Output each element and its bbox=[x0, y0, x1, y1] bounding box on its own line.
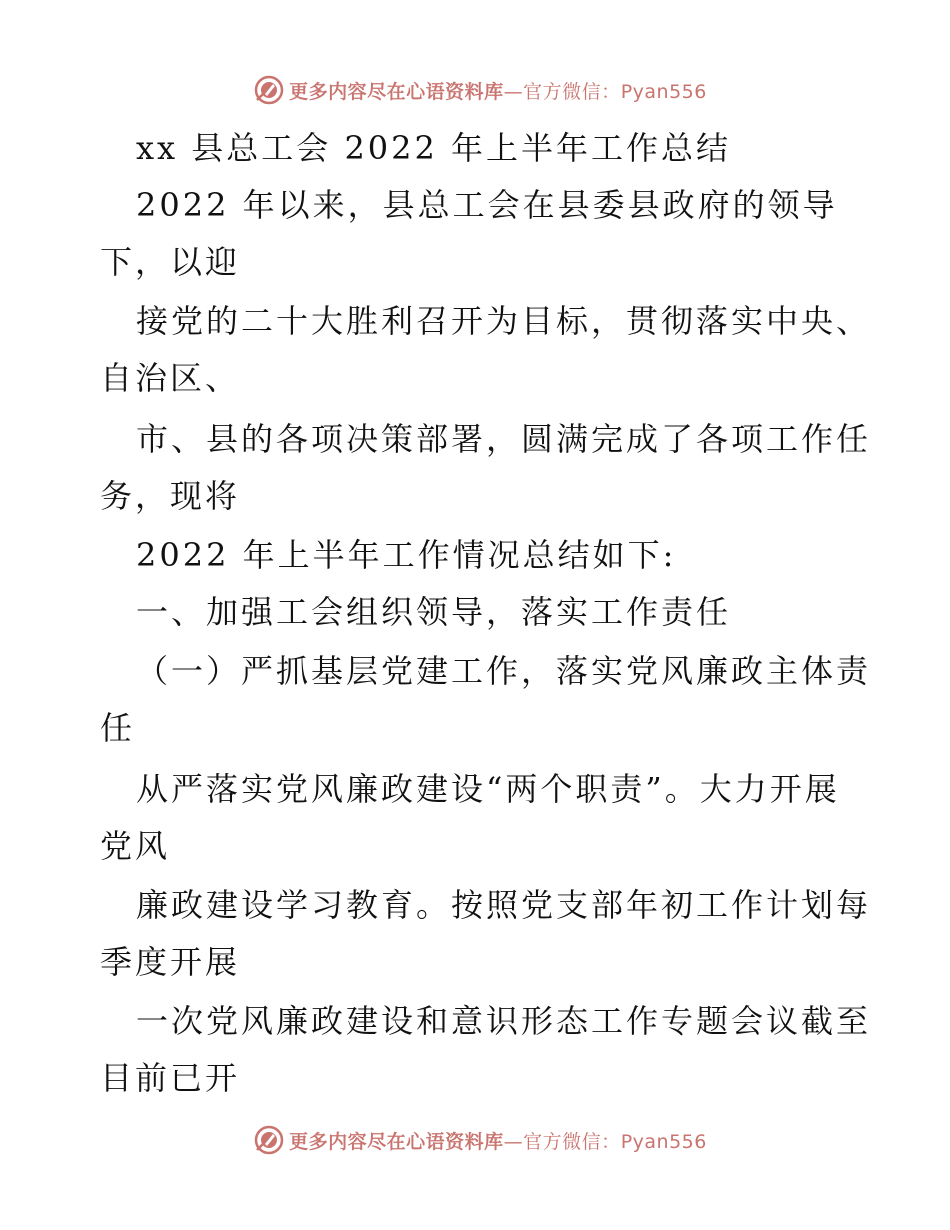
paragraph-line: 目前已开 bbox=[100, 1059, 241, 1097]
paragraph-line: 市、县的各项决策部署，圆满完成了各项工作任 bbox=[136, 420, 872, 458]
document-title: xx 县总工会 2022 年上半年工作总结 bbox=[136, 129, 732, 167]
watermark-separator: — bbox=[503, 80, 524, 103]
watermark-main-text: 更多内容尽在心语资料库 bbox=[289, 1130, 504, 1153]
watermark-text bbox=[289, 77, 707, 104]
paragraph-line: 务，现将 bbox=[100, 477, 241, 515]
subsection-heading: （一）严抓基层党建工作，落实党风廉政主体责 bbox=[136, 652, 872, 690]
paragraph-line: 2022 年上半年工作情况总结如下: bbox=[136, 536, 677, 574]
watermark-separator: — bbox=[503, 1130, 524, 1153]
paragraph-line: 2022 年以来，县总工会在县委县政府的领导 bbox=[136, 186, 838, 224]
section-heading: 一、加强工会组织领导，落实工作责任 bbox=[136, 593, 732, 631]
watermark-wechat-label: 官方微信： bbox=[523, 1130, 621, 1153]
paragraph-line: 从严落实党风廉政建设“两个职责”。大力开展 bbox=[136, 770, 840, 808]
watermark-text bbox=[289, 1127, 707, 1154]
pen-nib-logo-icon bbox=[253, 74, 285, 106]
footer-watermark bbox=[0, 1120, 950, 1160]
paragraph-line: 一次党风廉政建设和意识形态工作专题会议截至 bbox=[136, 1002, 872, 1040]
paragraph-line: 季度开展 bbox=[100, 943, 241, 981]
watermark-wechat-label: 官方微信： bbox=[523, 80, 621, 103]
header-watermark bbox=[0, 70, 950, 110]
paragraph-line: 下，以迎 bbox=[100, 243, 241, 281]
paragraph-line: 自治区、 bbox=[100, 359, 241, 397]
paragraph-line: 接党的二十大胜利召开为目标，贯彻落实中央、 bbox=[136, 302, 872, 340]
watermark-account: Pyan556 bbox=[620, 80, 707, 103]
watermark-account: Pyan556 bbox=[620, 1130, 707, 1153]
subsection-heading-cont: 任 bbox=[100, 709, 136, 747]
watermark-main-text: 更多内容尽在心语资料库 bbox=[289, 80, 504, 103]
paragraph-line: 党风 bbox=[100, 827, 171, 865]
paragraph-line: 廉政建设学习教育。按照党支部年初工作计划每 bbox=[136, 886, 872, 924]
pen-nib-logo-icon bbox=[253, 1124, 285, 1156]
